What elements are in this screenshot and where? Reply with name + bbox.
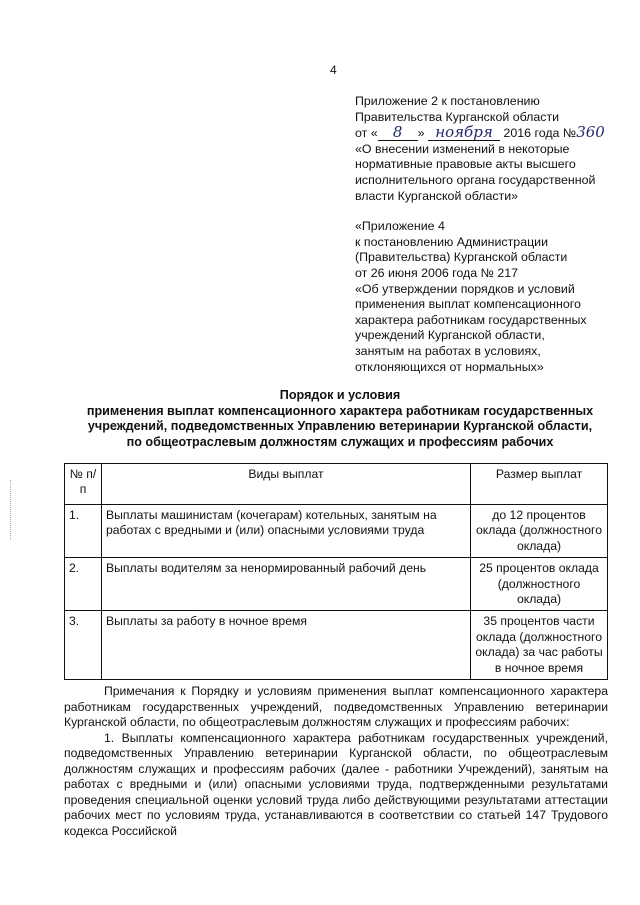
row-type: Выплаты машинистам (кочегарам) котельных, занятым на работах с вредными и (или) опасными условиями труда xyxy=(102,505,471,558)
title-line-4: по общеотраслевым должностям служащих и профессиям рабочих xyxy=(126,434,554,449)
title-line-1: Порядок и условия xyxy=(279,388,401,402)
orig-appendix-line: «Приложение 4 xyxy=(355,219,445,234)
title-line-3: учреждений, подведомственных Управлению ветеринарии Курганской области, xyxy=(87,419,593,434)
appendix-subject-3: исполнительного органа государственной xyxy=(355,172,596,187)
year-text: 2016 года № xyxy=(503,126,577,141)
date-mid: » xyxy=(417,126,425,141)
row-size: 35 процентов части оклада (должностного оклада) за час работы в ночное время xyxy=(471,611,608,680)
handwritten-number: 360 xyxy=(576,123,605,142)
orig-appendix-line: «Об утверждении порядков и условий xyxy=(355,281,575,296)
table-row xyxy=(65,558,608,611)
page-number: 4 xyxy=(330,63,337,77)
payments-table xyxy=(64,463,608,680)
row-num: 2. xyxy=(65,558,102,611)
document-title xyxy=(60,388,620,450)
appendix-subject-2: нормативные правовые акты высшего xyxy=(355,157,576,172)
row-num: 3. xyxy=(65,611,102,680)
handwritten-month: ноября xyxy=(435,123,493,142)
appendix-line-2: Правительства Курганской области xyxy=(355,109,560,124)
notes-intro: Примечания к Порядку и условиям применения выплат компенсационного характера работникам государственных учреждений, подведомственных Управлению ветеринарии Курганской области, по общеотраслевым должностям служащих и профессиям рабочих: xyxy=(64,684,608,729)
header-size: Размер выплат xyxy=(471,464,608,505)
notes-section xyxy=(64,684,608,839)
row-type: Выплаты водителям за ненормированный рабочий день xyxy=(102,558,471,611)
row-num: 1. xyxy=(65,505,102,558)
title-line-2: применения выплат компенсационного характера работникам государственных xyxy=(86,403,594,418)
appendix-header xyxy=(355,94,625,375)
date-prefix: от « xyxy=(355,126,378,141)
header-type: Виды выплат xyxy=(102,464,471,505)
row-size: 25 процентов оклада (должностного оклада) xyxy=(471,558,608,611)
table-header-row xyxy=(65,464,608,505)
handwritten-day: 8 xyxy=(392,123,403,142)
row-type: Выплаты за работу в ночное время xyxy=(102,611,471,680)
orig-appendix-line: учреждений Курганской области, xyxy=(355,328,545,343)
binding-margin-marks xyxy=(10,480,14,540)
orig-appendix-line: занятым на работах в условиях, xyxy=(355,343,541,358)
orig-appendix-line: от 26 июня 2006 года № 217 xyxy=(355,265,519,280)
header-num: № п/п xyxy=(65,464,102,505)
table-row xyxy=(65,505,608,558)
appendix-subject-4: власти Курганской области» xyxy=(355,188,519,203)
orig-appendix-line: применения выплат компенсационного xyxy=(355,297,581,312)
table-row xyxy=(65,611,608,680)
orig-appendix-line: (Правительства) Курганской области xyxy=(355,250,568,265)
appendix-subject-1: «О внесении изменений в некоторые xyxy=(355,141,570,156)
orig-appendix-line: характера работникам государственных xyxy=(355,312,587,327)
appendix-line-1: Приложение 2 к постановлению xyxy=(355,94,540,108)
notes-item-1: 1. Выплаты компенсационного характера работникам государственных учреждений, подведомственных Управлению ветеринарии Курганской области, по общеотраслевым должностям служащих и профессиям рабочих (далее - работники Учреждений), занятым на работах с вредными и (или) опасными условиями труда, подтвержденными результатами проведения специальной оценки условий труда либо действующими результатами аттестации рабочих мест по условиям труда, устанавливаются в соответствии со статьей 147 Трудового кодекса Российской xyxy=(64,730,608,838)
orig-appendix-line: к постановлению Администрации xyxy=(355,234,549,249)
appendix-date-line xyxy=(355,125,625,142)
orig-appendix-line: отклоняющихся от нормальных» xyxy=(355,359,544,374)
row-size: до 12 процентов оклада (должностного оклада) xyxy=(471,505,608,558)
